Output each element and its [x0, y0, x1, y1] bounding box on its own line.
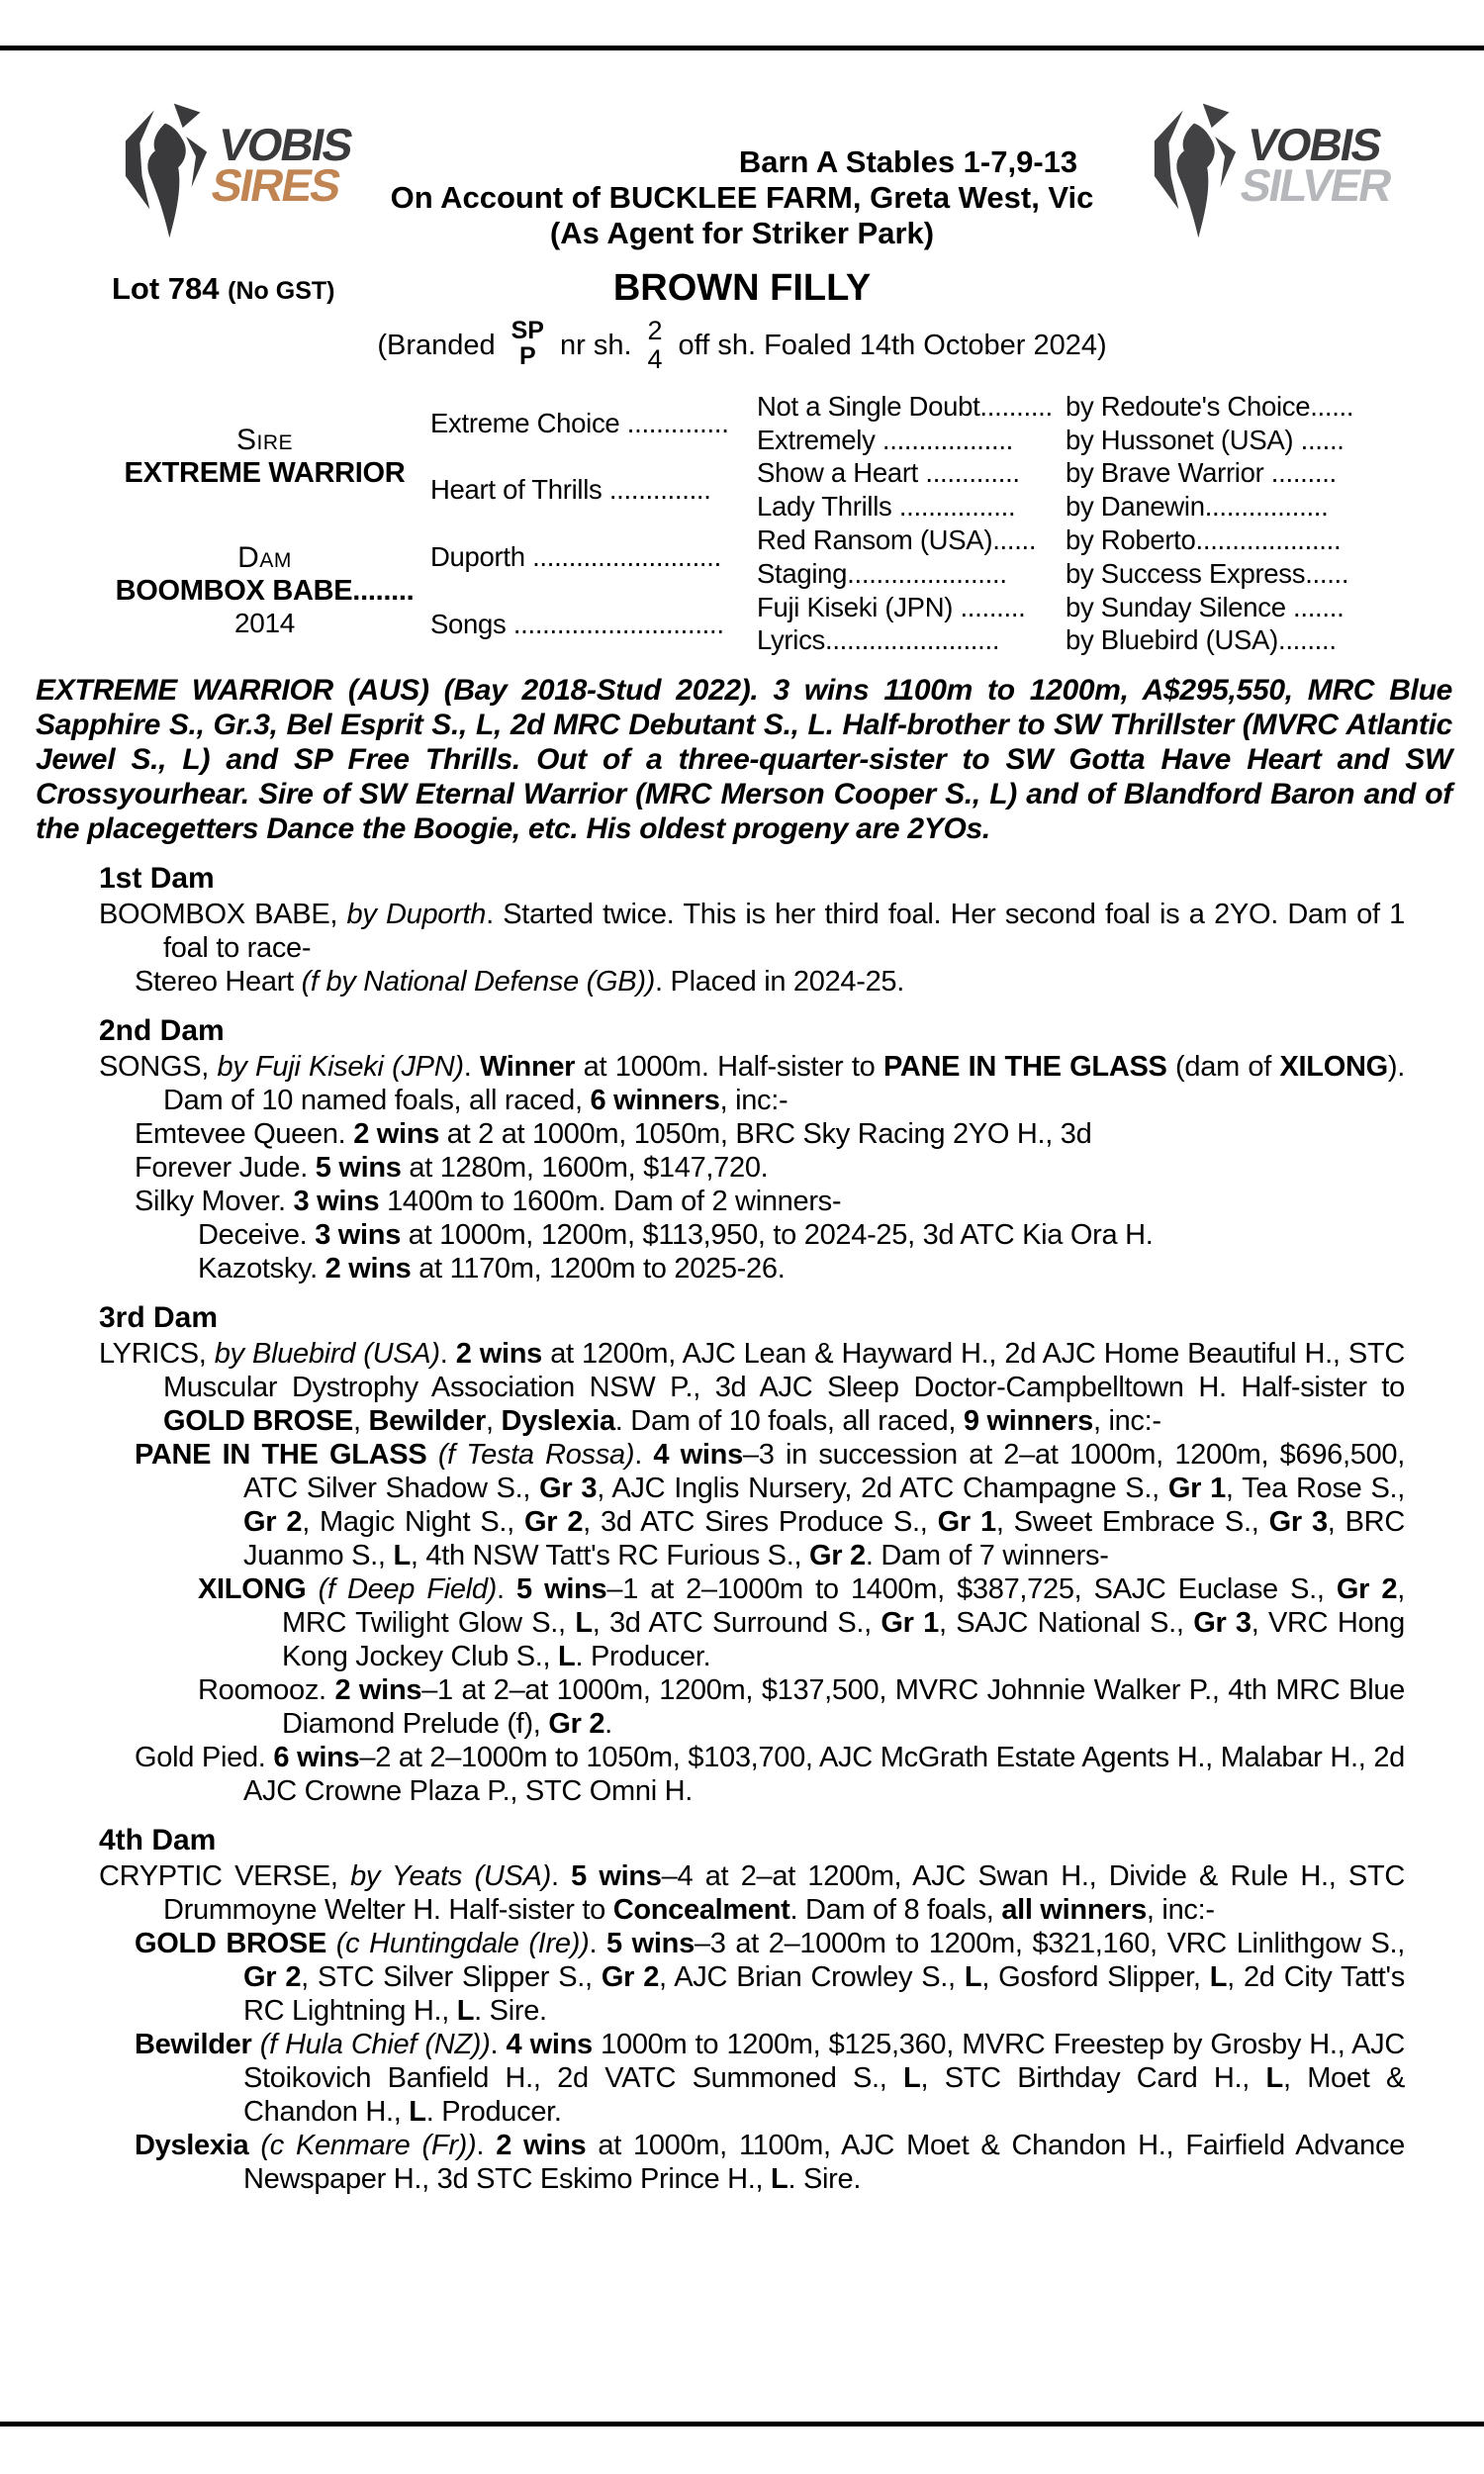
text-run: , Gosford Slipper, [981, 1961, 1210, 1994]
text-run: . Dam of 8 foals, [789, 1894, 1002, 1927]
great-grandparent-sire: by Bluebird (USA)........ [1066, 624, 1337, 656]
text-run: , [485, 1405, 502, 1438]
text-run: . [604, 1708, 612, 1741]
text-run: 1400m to 1600m. Dam of 2 winners- [379, 1186, 842, 1218]
text-run: L [575, 1607, 593, 1640]
text-run: L [393, 1540, 411, 1572]
brand-prefix: (Branded [377, 329, 496, 361]
grandparent-name: Extreme Choice .............. [430, 407, 729, 438]
text-run: at 1170m, 1200m to 2025-26. [411, 1253, 786, 1285]
great-grandparent-name: Red Ransom (USA)...... [757, 524, 1037, 556]
great-grandparent-sire: by Hussonet (USA) ...... [1066, 424, 1345, 455]
foaled-label: off sh. Foaled 14th October 2024) [678, 329, 1107, 361]
brand-mark-top: SP [510, 317, 544, 344]
text-run: (dam of [1166, 1051, 1280, 1084]
text-run: at 1200m, AJC Lean & Hayward H., 2d AJC Home Beautiful H., STC Muscular Dystrophy Association NSW P., 3d AJC Sleep Doctor-Campbelltown H. Half-sister to [163, 1338, 1406, 1404]
text-run: . Producer. [425, 2096, 562, 2129]
dam-section-heading: 2nd Dam [99, 1014, 225, 1048]
text-run: L [964, 1961, 982, 1994]
text-run: (f Testa Rossa) [437, 1439, 635, 1472]
text-run: XILONG [1279, 1051, 1388, 1084]
great-grandparent-sire: by Success Express...... [1066, 557, 1349, 589]
pedigree-paragraph [198, 1673, 1405, 1741]
top-rule [0, 46, 1484, 50]
great-grandparent-name: Not a Single Doubt.......... [757, 390, 1053, 422]
pedigree-paragraph [135, 2028, 1405, 2129]
barn-line: Barn A Stables 1-7,9-13 [738, 144, 1078, 179]
text-run: XILONG [198, 1573, 319, 1606]
text-run: by Duporth [346, 899, 487, 931]
text-run: , STC Birthday Card H., [920, 2062, 1266, 2095]
text-run: , STC Silver Slipper S., [301, 1961, 602, 1994]
text-run: . [476, 2130, 497, 2162]
text-run: all winners [1001, 1894, 1147, 1927]
text-run: Gr 2 [809, 1540, 866, 1572]
text-run: at 2 at 1000m, 1050m, BRC Sky Racing 2YO H., 3d [439, 1118, 1092, 1151]
brand-number-bottom: 4 [647, 344, 663, 374]
pedigree-paragraph [135, 1438, 1405, 1572]
text-run: Gr 1 [1167, 1473, 1226, 1505]
gst-note: (No GST) [228, 277, 335, 305]
great-grandparent-name: Lady Thrills ................ [757, 491, 1016, 523]
text-run: , MRC Twilight Glow S., [282, 1573, 1405, 1640]
text-run: Gr 2 [243, 1961, 302, 1994]
text-run: , AJC Inglis Nursery, 2d ATC Champagne S., [597, 1473, 1168, 1505]
text-run: , VRC Hong Kong Jockey Club S., [282, 1607, 1405, 1673]
text-run: Gold Pied. [135, 1742, 274, 1774]
brand-numbers [648, 317, 663, 374]
text-run: Concealment [612, 1894, 790, 1927]
near-shoulder-label: nr sh. [559, 329, 632, 361]
pedigree-paragraph [198, 1252, 1405, 1285]
pedigree-paragraph [99, 1050, 1405, 1117]
pedigree-paragraph [135, 1117, 1405, 1151]
text-run: , Magic Night S., [302, 1506, 524, 1539]
text-run: . Started twice. This is her third foal. Her second foal is a 2YO. Dam of 1 foal to race- [163, 899, 1405, 965]
text-run: , 3d ATC Sires Produce S., [583, 1506, 938, 1539]
sire-cell [99, 390, 430, 523]
text-run: 2 wins [353, 1118, 440, 1151]
text-run: (f Hula Chief (NZ)) [259, 2029, 491, 2061]
text-run: Deceive. [198, 1219, 316, 1252]
pedigree-paragraph [135, 1741, 1405, 1808]
text-run: Forever Jude. [135, 1152, 316, 1185]
pedigree-paragraph [135, 1185, 1405, 1218]
text-run: PANE IN THE GLASS [882, 1051, 1167, 1084]
text-run: Gr 3 [539, 1473, 598, 1505]
text-run: . [589, 1928, 607, 1960]
text-run: , BRC Juanmo S., [243, 1506, 1405, 1572]
text-run: 6 winners [590, 1085, 720, 1117]
brand-number-top: 2 [647, 316, 663, 345]
great-grandparent-sire: by Brave Warrior ......... [1066, 457, 1337, 489]
logo-word-bottom: SILVER [1236, 159, 1395, 211]
text-run: . Sire. [788, 2163, 862, 2196]
text-run: L [456, 1995, 475, 2028]
great-grandparent-name: Lyrics........................ [757, 624, 1000, 656]
text-run: Bewilder [368, 1405, 486, 1438]
text-run: –1 at 2–1000m to 1400m, $387,725, SAJC Euclase S., [606, 1573, 1337, 1606]
logo-word-top: VOBIS [1244, 119, 1385, 170]
pedigree-paragraph [99, 898, 1405, 965]
text-run: 5 wins [606, 1928, 695, 1960]
pedigree-paragraph [135, 2129, 1405, 2196]
text-run: Gr 2 [523, 1506, 584, 1539]
text-run: Gr 1 [881, 1607, 939, 1640]
text-run: Winner [479, 1051, 576, 1084]
text-run: 1000m to 1200m, $125,360, MVRC Freestep by Grosby H., AJC Stoikovich Banfield H., 2d VATC Summoned S., [243, 2029, 1406, 2095]
text-run: CRYPTIC VERSE, [99, 1860, 351, 1893]
text-run: L [558, 1641, 576, 1673]
text-run: . [463, 1051, 480, 1084]
agent-line: (As Agent for Striker Park) [549, 216, 935, 250]
text-run: . Producer. [575, 1641, 711, 1673]
text-run: 5 wins [571, 1860, 662, 1893]
text-run: , SAJC National S., [938, 1607, 1194, 1640]
text-run: PANE IN THE GLASS [135, 1439, 438, 1472]
text-run: . Dam of 7 winners- [865, 1540, 1109, 1572]
pedigree-paragraph [198, 1572, 1405, 1673]
text-run: LYRICS, [99, 1338, 215, 1371]
bottom-rule [0, 2422, 1484, 2426]
text-run: –2 at 2–1000m to 1050m, $103,700, AJC McGrath Estate Agents H., Malabar H., 2d AJC Crowne Plaza P., STC Omni H. [243, 1742, 1406, 1808]
text-run: ). Dam of 10 named foals, all raced, [163, 1051, 1405, 1117]
great-grandparent-name: Show a Heart ............. [757, 457, 1020, 489]
text-run: Gr 2 [601, 1961, 660, 1994]
text-run: Gr 2 [548, 1708, 605, 1741]
text-run: Roomooz. [198, 1674, 335, 1707]
text-run: at 1000m, 1200m, $113,950, to 2024-25, 3d ATC Kia Ora H. [401, 1219, 1154, 1252]
text-run: . [439, 1338, 456, 1371]
text-run: Bewilder [135, 2029, 260, 2061]
text-run: 4 wins [653, 1439, 743, 1472]
pedigree-paragraph [135, 1151, 1405, 1185]
lot-number [112, 271, 334, 307]
text-run: (f by National Defense (GB)) [301, 966, 656, 999]
great-grandparent-name: Fuji Kiseki (JPN) ......... [757, 591, 1026, 622]
text-run: . Sire. [474, 1995, 547, 2028]
text-run: at 1280m, 1600m, $147,720. [401, 1152, 769, 1185]
logo-word-top: VOBIS [215, 119, 356, 170]
pedigree-paragraph [135, 965, 1405, 999]
text-run: L [903, 2062, 921, 2095]
dam-section-heading: 1st Dam [99, 862, 215, 896]
text-run: GOLD BROSE [135, 1928, 336, 1960]
dam-section-heading: 4th Dam [99, 1824, 217, 1857]
pedigree-paragraph [99, 1859, 1405, 1927]
text-run: Gr 3 [1193, 1607, 1252, 1640]
text-run: at 1000m, 1100m, AJC Moet & Chandon H., Fairfield Advance Newspaper H., 3d STC Eskimo Prince H., [243, 2130, 1405, 2196]
great-grandparent-sire: by Roberto.................... [1066, 524, 1342, 556]
text-run: 2 wins [325, 1253, 412, 1285]
dam-section-heading: 3rd Dam [99, 1301, 219, 1335]
foaling-year: 2014 [233, 608, 296, 639]
great-grandparent-name: Extremely .................. [757, 424, 1014, 455]
great-grandparent-sire: by Danewin................. [1066, 491, 1329, 523]
great-grandparent-sire: by Redoute's Choice...... [1066, 390, 1354, 422]
text-run: 3 wins [293, 1186, 380, 1218]
text-run: SONGS, [99, 1051, 218, 1084]
dam-cell [99, 523, 430, 657]
text-run: BOOMBOX BABE, [99, 899, 347, 931]
great-grandparent-sire: by Sunday Silence ....... [1066, 591, 1345, 622]
text-run: 5 wins [516, 1573, 607, 1606]
text-run: , [352, 1405, 369, 1438]
grandparent-name: Heart of Thrills .............. [430, 474, 711, 506]
text-run: . Placed in 2024-25. [655, 966, 905, 999]
horse-description-title: BROWN FILLY [612, 267, 872, 309]
text-run: , 2d City Tatt's RC Lightning H., [243, 1961, 1405, 2028]
pedigree-paragraph [135, 1927, 1405, 2028]
text-run: . [497, 1573, 517, 1606]
dam-sections [99, 862, 1405, 2196]
brand-mark [511, 318, 544, 369]
text-run: 4 wins [506, 2029, 593, 2061]
text-run: Stereo Heart [135, 966, 302, 999]
text-run: EXTREME WARRIOR (AUS) (Bay 2018-Stud 2022). 3 wins 1100m to 1200m, A$295,550, MRC Blue Sapphire S., Gr.3, Bel Esprit S., L, 2d MRC Debutant S., L. Half-brother to SW Thrillster (MVRC Atlantic Jewel S., L) and SP Free Thrills. Out of a three-quarter-sister to SW Gotta Have Heart and SW Crossyourhear. Sire of SW Eternal Warrior (MRC Merson Cooper S., L) and of Blandford Baron and of the placegetters Dance the Boogie, etc. His oldest progeny are 2YOs. [36, 674, 1452, 846]
generation-label: Dam [237, 541, 292, 575]
lot-row [0, 263, 1484, 313]
text-run: Kazotsky. [198, 1253, 325, 1285]
horse-name: EXTREME WARRIOR [124, 457, 406, 490]
pedigree-paragraph [99, 1337, 1405, 1438]
text-run: 2 wins [334, 1674, 422, 1707]
text-run: –1 at 2–at 1000m, 1200m, $137,500, MVRC Johnnie Walker P., 4th MRC Blue Diamond Prelude (f), [282, 1674, 1406, 1741]
text-run: , inc:- [719, 1085, 788, 1117]
text-run: . [634, 1439, 654, 1472]
text-run: L [771, 2163, 788, 2196]
grandparent-name: Duporth .......................... [430, 540, 721, 572]
brand-mark-bottom: P [518, 342, 536, 370]
text-run: , inc:- [1092, 1405, 1161, 1438]
pedigree-paragraph [198, 1218, 1405, 1252]
text-run: by Yeats (USA) [350, 1860, 551, 1893]
text-run: , 3d ATC Surround S., [592, 1607, 881, 1640]
logo-word-bottom: SIRES [207, 159, 344, 211]
text-run: Gr 2 [1336, 1573, 1398, 1606]
text-run: Silky Mover. [135, 1186, 294, 1218]
text-run: , AJC Brian Crowley S., [659, 1961, 965, 1994]
text-run: Dyslexia [501, 1405, 615, 1438]
text-run: by Fuji Kiseki (JPN) [217, 1051, 464, 1084]
text-run: –3 at 2–1000m to 1200m, $321,160, VRC Linlithgow S., [694, 1928, 1406, 1960]
grandparent-name: Songs ............................. [430, 608, 724, 639]
text-run: . Dam of 10 foals, all raced, [614, 1405, 964, 1438]
text-run: –4 at 2–at 1200m, AJC Swan H., Divide & Rule H., STC Drummoyne Welter H. Half-sister to [163, 1860, 1406, 1927]
text-run: (f Deep Field) [318, 1573, 498, 1606]
brand-line [0, 313, 1484, 378]
text-run: 5 wins [315, 1152, 402, 1185]
text-run: (c Kenmare (Fr)) [260, 2130, 477, 2162]
text-run: , Moet & Chandon H., [243, 2062, 1405, 2129]
text-run: L [409, 2096, 426, 2129]
text-run: 9 winners [963, 1405, 1093, 1438]
text-run: 6 wins [273, 1742, 360, 1774]
generation-label: Sire [235, 424, 294, 457]
text-run: at 1000m. Half-sister to [575, 1051, 883, 1084]
great-grandparent-name: Staging...................... [757, 557, 1007, 589]
text-run: GOLD BROSE [163, 1405, 353, 1438]
text-run: (c Huntingdale (Ire)) [335, 1928, 590, 1960]
text-run: 3 wins [315, 1219, 402, 1252]
text-run: , Tea Rose S., [1225, 1473, 1406, 1505]
account-line: On Account of BUCKLEE FARM, Greta West, Vic [390, 180, 1094, 215]
text-run: L [1209, 1961, 1228, 1994]
text-run: by Bluebird (USA) [214, 1338, 440, 1371]
text-run: , Sweet Embrace S., [995, 1506, 1269, 1539]
text-run: Dyslexia [135, 2130, 261, 2162]
text-run: 2 wins [455, 1338, 542, 1371]
horse-name: BOOMBOX BABE........ [115, 575, 415, 608]
text-run: . [490, 2029, 507, 2061]
text-run: Emtevee Queen. [135, 1118, 354, 1151]
text-run: –3 in succession at 2–at 1000m, 1200m, $696,500, ATC Silver Shadow S., [243, 1439, 1405, 1505]
text-run: Gr 3 [1268, 1506, 1328, 1539]
text-run: Gr 2 [243, 1506, 303, 1539]
text-run: . [550, 1860, 572, 1893]
text-run: Gr 1 [937, 1506, 996, 1539]
pedigree-table [99, 390, 1413, 657]
text-run: L [1265, 2062, 1283, 2095]
sire-summary-paragraph [36, 673, 1452, 846]
text-run: , 4th NSW Tatt's RC Furious S., [410, 1540, 810, 1572]
lot-number-text: Lot 784 [112, 271, 220, 306]
text-run: , inc:- [1146, 1894, 1215, 1927]
text-run: 2 wins [496, 2130, 587, 2162]
